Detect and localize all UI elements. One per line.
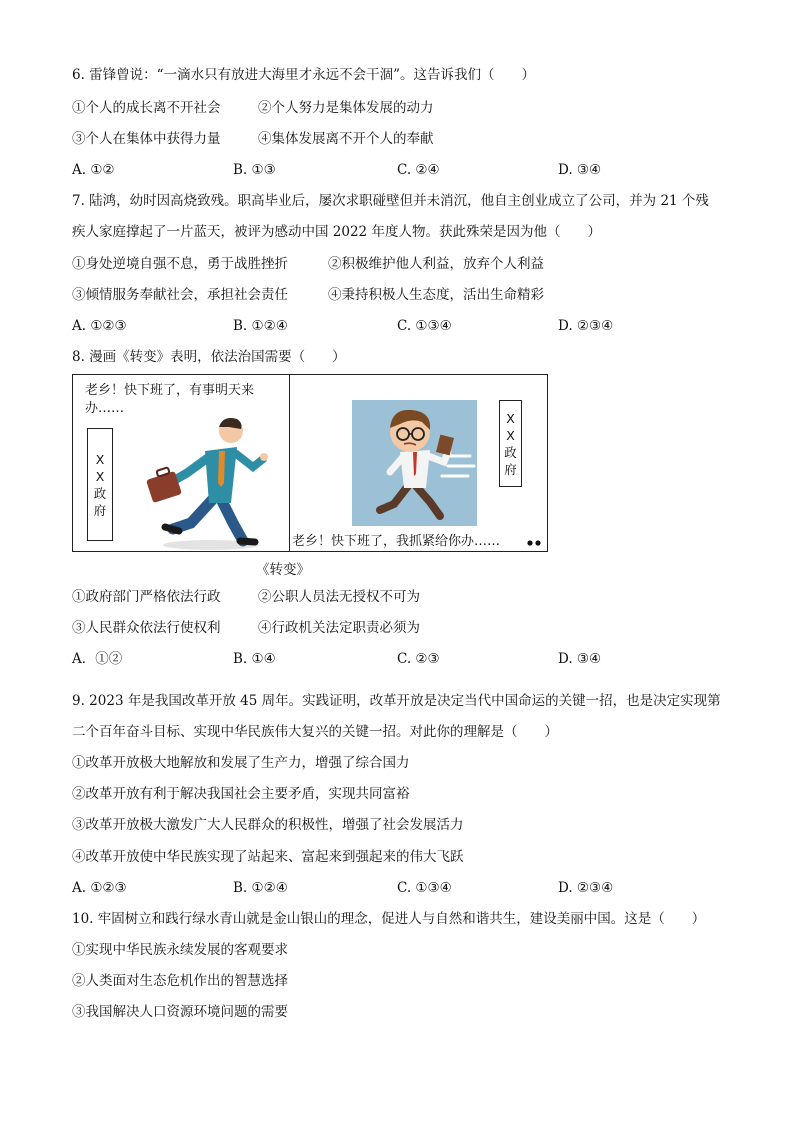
hurrying-official-illustration — [352, 400, 477, 526]
q7-stem-line-1: 7. 陆鸿，幼时因高烧致残。职高毕业后，屡次求职碰壁但并未消沉，他自主创业成立了公司，并为 21 个残 — [72, 193, 709, 209]
q9-stem-line-2: 二个百年奋斗目标、实现中华民族伟大复兴的关键一招。对此你的理解是（ ） — [72, 724, 558, 740]
q9-statement-2: ②改革开放有利于解决我国社会主要矛盾，实现共同富裕 — [72, 786, 410, 802]
q9-option-a: A. ①②③ — [72, 880, 127, 896]
q8-statement-3: ③人民群众依法行使权利 — [72, 620, 221, 636]
q7-statement-3: ③倾情服务奉献社会，承担社会责任 — [72, 287, 288, 303]
q8-option-b: B. ①④ — [233, 651, 276, 667]
q7-statement-1: ①身处逆境自强不息，勇于战胜挫折 — [72, 256, 288, 272]
q6-option-d: D. ③④ — [558, 162, 602, 178]
ellipsis-dots-icon — [527, 539, 543, 547]
sign-letter: X — [95, 451, 105, 467]
q8-statement-4: ④行政机关法定职责必须为 — [258, 620, 420, 636]
q8-statement-2: ②公职人员法无授权不可为 — [258, 589, 420, 605]
q8-statement-1: ①政府部门严格依法行政 — [72, 589, 221, 605]
q8-option-a: A．①② — [72, 651, 123, 667]
right-speech: 老乡！快下班了，我抓紧给你办…… — [292, 534, 501, 549]
q8-option-c: C. ②③ — [397, 651, 440, 667]
sign-char: 政 — [93, 485, 107, 501]
q7-stem-line-2: 疾人家庭撑起了一片蓝天，被评为感动中国 2022 年度人物。获此殊荣是因为他（ ） — [72, 224, 601, 240]
q9-statement-3: ③改革开放极大激发广大人民群众的积极性，增强了社会发展活力 — [72, 817, 464, 833]
q6-statement-2: ②个人努力是集体发展的动力 — [258, 100, 434, 116]
q7-option-c: C. ①③④ — [397, 318, 452, 334]
q9-statement-1: ①改革开放极大地解放和发展了生产力，增强了综合国力 — [72, 755, 410, 771]
q6-statement-1: ①个人的成长离不开社会 — [72, 100, 221, 116]
q6-option-c: C. ②④ — [397, 162, 440, 178]
q9-option-d: D. ②③④ — [558, 880, 614, 896]
q9-option-c: C. ①③④ — [397, 880, 452, 896]
comic-figure — [72, 374, 548, 552]
q7-option-b: B. ①②④ — [233, 318, 288, 334]
sign-letter: X — [506, 427, 515, 443]
q6-option-a: A. ①② — [72, 162, 115, 178]
q10-statement-1: ①实现中华民族永续发展的客观要求 — [72, 942, 288, 958]
q9-statement-4: ④改革开放使中华民族实现了站起来、富起来到强起来的伟大飞跃 — [72, 849, 464, 865]
sign-letter: X — [506, 410, 515, 426]
q8-stem: 8. 漫画《转变》表明，依法治国需要（ ） — [72, 349, 346, 365]
left-speech-line-1: 老乡！快下班了，有事明天来 — [85, 383, 255, 398]
sign-char: 府 — [93, 502, 107, 518]
q7-statement-2: ②积极维护他人利益，放弃个人利益 — [328, 256, 544, 272]
q10-statement-2: ②人类面对生态危机作出的智慧选择 — [72, 973, 288, 989]
sign-char: 政 — [504, 444, 517, 460]
q9-option-b: B. ①②④ — [233, 880, 288, 896]
q9-stem-line-1: 9. 2023 年是我国改革开放 45 周年。实践证明，改革开放是决定当代中国命运的关键一招，也是决定实现第 — [72, 693, 721, 709]
right-government-sign — [499, 400, 522, 487]
comic-caption: 《转变》 — [256, 562, 310, 578]
q7-option-d: D. ②③④ — [558, 318, 614, 334]
sign-char: 府 — [504, 461, 517, 477]
q7-statement-4: ④秉持积极人生态度，活出生命精彩 — [328, 287, 544, 303]
left-government-sign — [87, 428, 113, 541]
q6-option-b: B. ①③ — [233, 162, 276, 178]
q10-stem: 10. 牢固树立和践行绿水青山就是金山银山的理念，促进人与自然和谐共生，建设美丽中国。这是（ ） — [72, 911, 706, 927]
panel-divider — [289, 375, 290, 551]
q6-statement-4: ④集体发展离不开个人的奉献 — [258, 131, 434, 147]
sign-letter: X — [95, 468, 105, 484]
q7-option-a: A. ①②③ — [72, 318, 127, 334]
left-speech-line-2: 办…… — [85, 401, 125, 416]
q6-stem: 6. 雷锋曾说：“一滴水只有放进大海里才永远不会干涸”。这告诉我们（ ） — [72, 67, 535, 83]
q10-statement-3: ③我国解决人口资源环境问题的需要 — [72, 1004, 288, 1020]
q6-statement-3: ③个人在集体中获得力量 — [72, 131, 221, 147]
q8-option-d: D. ③④ — [558, 651, 602, 667]
running-official-illustration — [113, 411, 289, 551]
